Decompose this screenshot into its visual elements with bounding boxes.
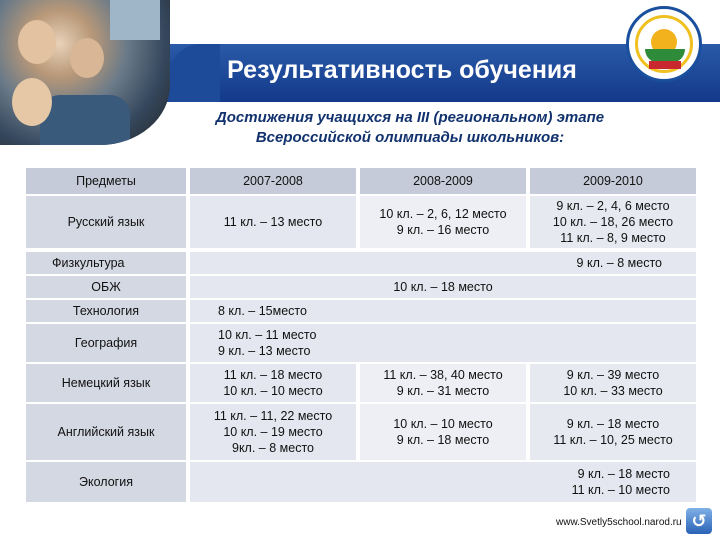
subject-russian: Русский язык: [26, 196, 186, 248]
geography-2007: 10 кл. – 11 место 9 кл. – 13 место: [190, 324, 696, 362]
pe-2009: 9 кл. – 8 место: [190, 252, 696, 274]
ecology-2009: 9 кл. – 18 место 11 кл. – 10 место: [190, 462, 696, 502]
subtitle: [100, 108, 720, 148]
german-2009: 9 кл. – 39 место 10 кл. – 33 место: [530, 364, 696, 402]
header-2008: 2008-2009: [360, 168, 526, 194]
header-subjects: Предметы: [26, 168, 186, 194]
english-2007: 11 кл. – 11, 22 место 10 кл. – 19 место 9кл. – 8 место: [190, 404, 356, 460]
subject-geography: География: [26, 324, 186, 362]
return-arrow-icon[interactable]: ↺: [686, 508, 712, 534]
russian-2007: 11 кл. – 13 место: [190, 196, 356, 248]
subject-technology: Технология: [26, 300, 186, 322]
school-logo: [626, 6, 702, 82]
english-2008: 10 кл. – 10 место 9 кл. – 18 место: [360, 404, 526, 460]
subject-english: Английский язык: [26, 404, 186, 460]
header-2009: 2009-2010: [530, 168, 696, 194]
english-2009: 9 кл. – 18 место 11 кл. – 10, 25 место: [530, 404, 696, 460]
subtitle-line-2: Всероссийской олимпиады школьников:: [255, 129, 565, 146]
obzh-2008: 10 кл. – 18 место: [190, 276, 696, 298]
subject-german: Немецкий язык: [26, 364, 186, 402]
russian-2008: 10 кл. – 2, 6, 12 место 9 кл. – 16 место: [360, 196, 526, 248]
russian-2009: 9 кл. – 2, 4, 6 место 10 кл. – 18, 26 место 11 кл. – 8, 9 место: [530, 196, 696, 248]
subtitle-line-1: Достижения учащихся на III (региональном) этапе: [215, 109, 605, 126]
technology-2007: 8 кл. – 15место: [190, 300, 696, 322]
page-title: Результативность обучения: [227, 56, 577, 84]
german-2007: 11 кл. – 18 место 10 кл. – 10 место: [190, 364, 356, 402]
header-2007: 2007-2008: [190, 168, 356, 194]
subject-ecology: Экология: [26, 462, 186, 502]
subject-obzh: ОБЖ: [26, 276, 186, 298]
school-website-url[interactable]: www.Svetly5school.narod.ru: [556, 517, 682, 528]
german-2008: 11 кл. – 38, 40 место 9 кл. – 31 место: [360, 364, 526, 402]
subject-pe: Физкультура: [26, 252, 186, 274]
